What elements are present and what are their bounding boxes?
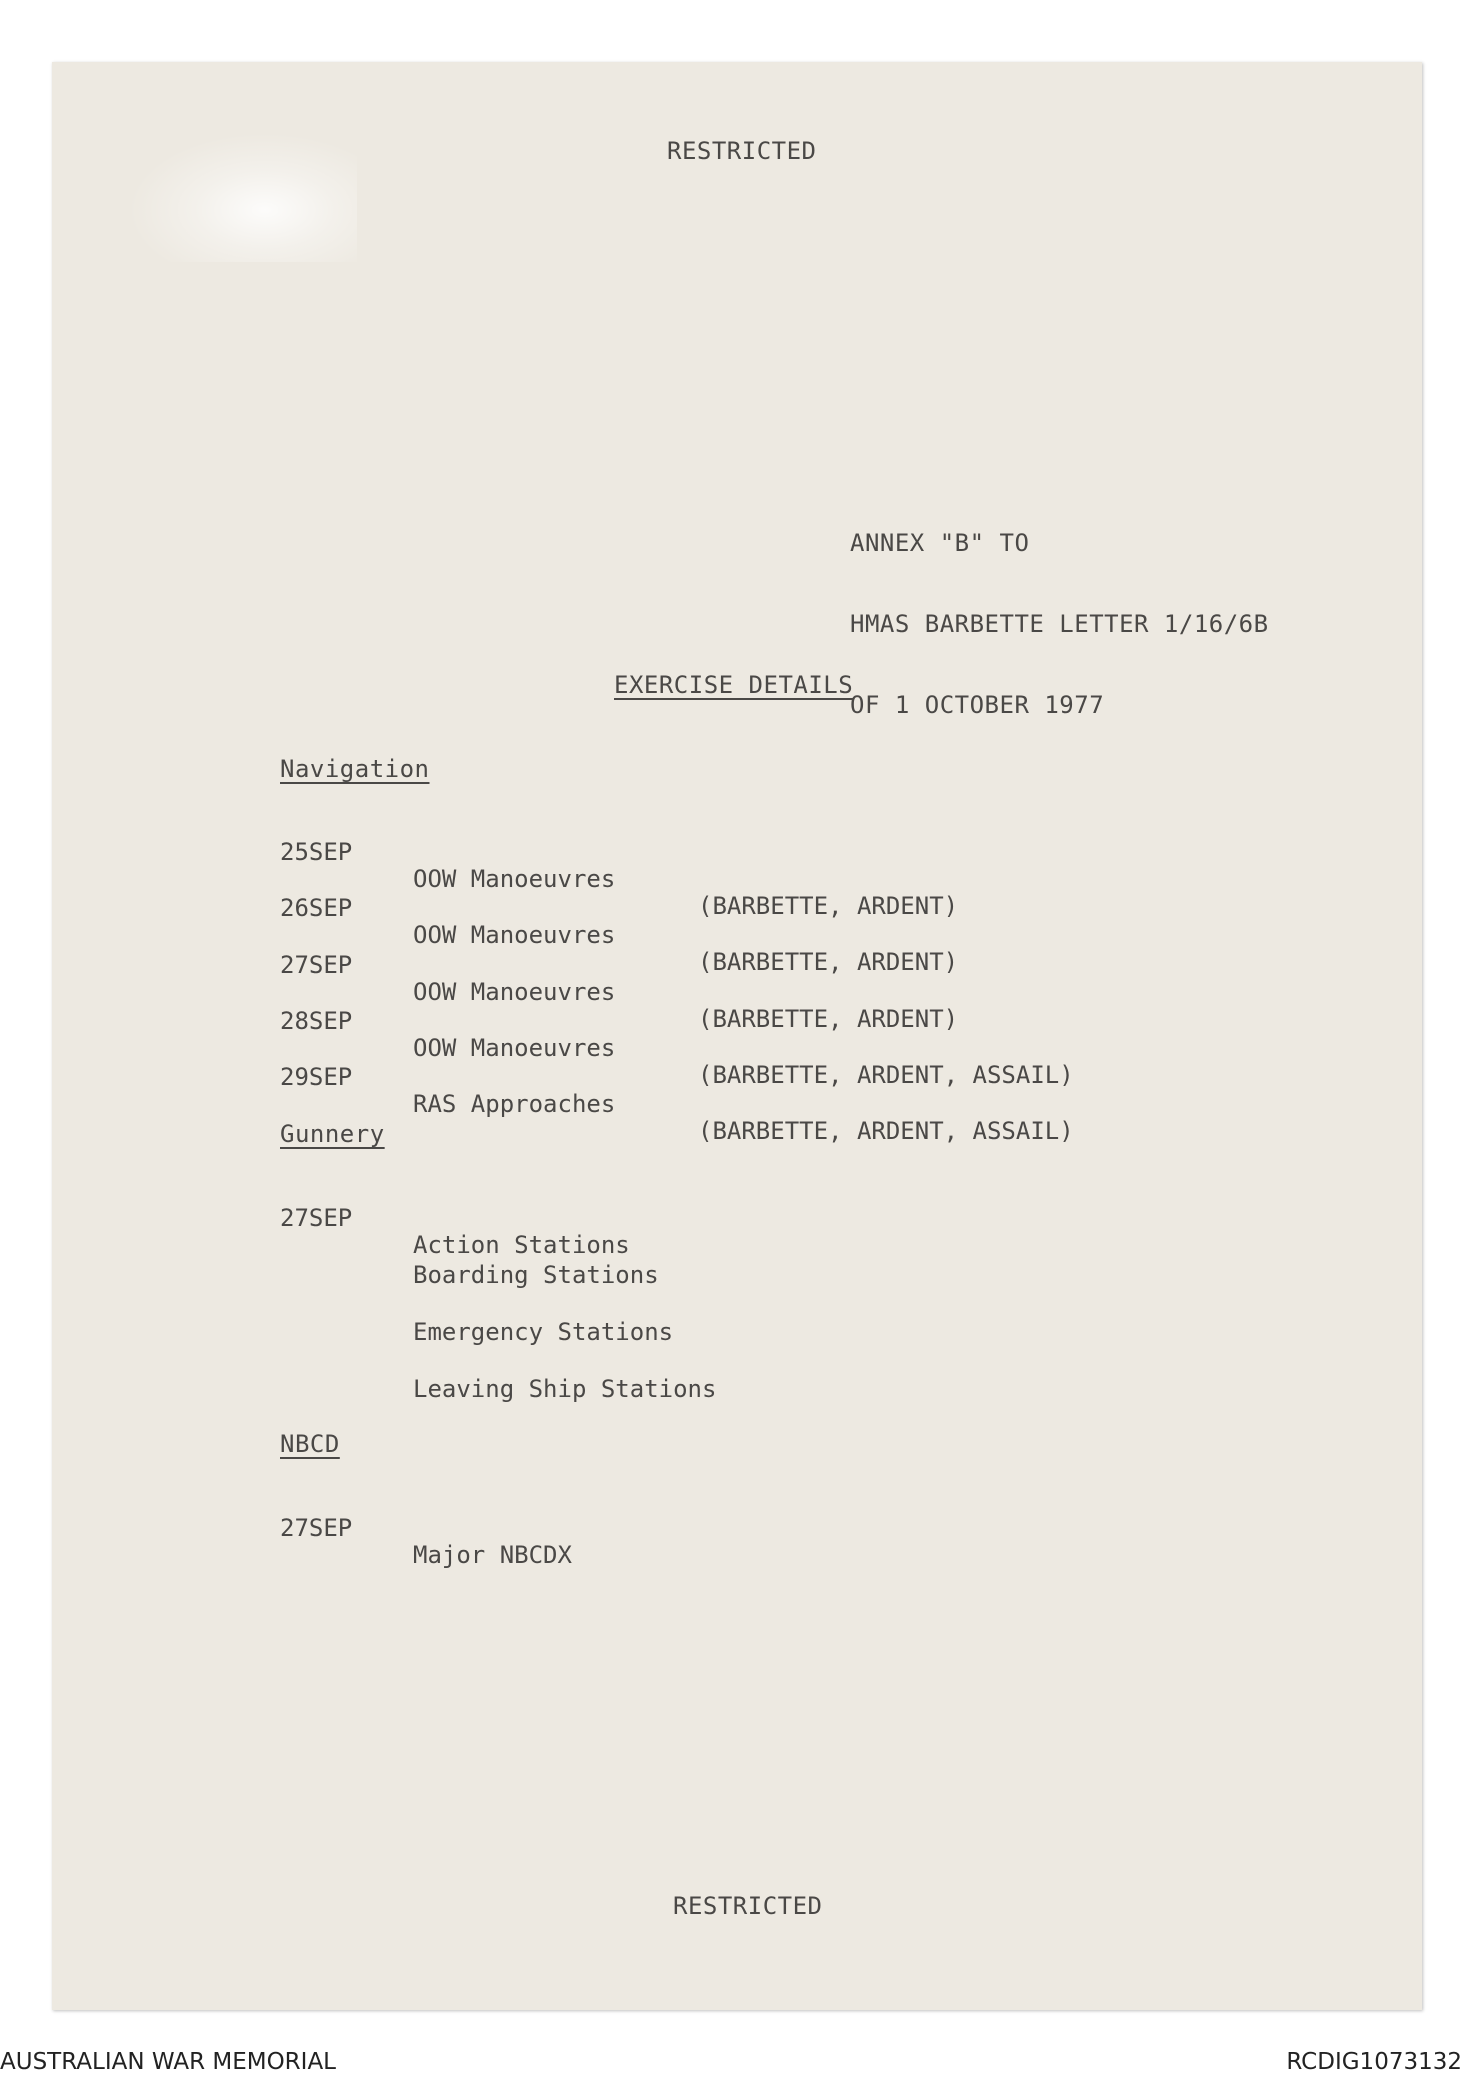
row-date: 26SEP — [280, 894, 353, 922]
gunnery-item: Boarding Stations — [413, 1261, 659, 1289]
row-activity: OOW Manoeuvres — [413, 978, 616, 1006]
document-page — [52, 62, 1422, 2010]
section-heading-nbcd: NBCD — [280, 1430, 340, 1458]
gunnery-item: Action Stations — [413, 1231, 630, 1259]
footer-record-id: RCDIG1073132 — [1286, 2049, 1462, 2075]
row-activity: OOW Manoeuvres — [413, 1034, 616, 1062]
row-activity: OOW Manoeuvres — [413, 921, 616, 949]
gunnery-item: Leaving Ship Stations — [413, 1375, 717, 1403]
row-date: 29SEP — [280, 1063, 353, 1091]
gunnery-date: 27SEP — [280, 1204, 353, 1232]
list-item — [280, 1292, 674, 1346]
list-item — [280, 1488, 572, 1569]
row-date: 25SEP — [280, 838, 353, 866]
classification-top: RESTRICTED — [667, 137, 817, 165]
annex-reference — [850, 476, 1269, 746]
annex-line-1: ANNEX "B" TO — [850, 529, 1030, 557]
classification-bottom: RESTRICTED — [673, 1892, 823, 1920]
section-heading-gunnery: Gunnery — [280, 1120, 385, 1148]
section-heading-navigation: Navigation — [280, 755, 430, 783]
row-activity: RAS Approaches — [413, 1090, 616, 1118]
row-ships: (BARBETTE, ARDENT) — [698, 892, 959, 920]
nbcd-date: 27SEP — [280, 1514, 353, 1542]
list-item — [280, 1349, 717, 1403]
document-title: EXERCISE DETAILS — [614, 671, 854, 699]
paper-smudge — [127, 132, 357, 262]
annex-line-3: OF 1 OCTOBER 1977 — [850, 691, 1105, 719]
gunnery-item: Emergency Stations — [413, 1318, 674, 1346]
row-activity: OOW Manoeuvres — [413, 865, 616, 893]
row-ships: (BARBETTE, ARDENT) — [698, 948, 959, 976]
row-ships: (BARBETTE, ARDENT, ASSAIL) — [698, 1061, 1074, 1089]
annex-line-2: HMAS BARBETTE LETTER 1/16/6B — [850, 610, 1269, 638]
row-ships: (BARBETTE, ARDENT, ASSAIL) — [698, 1117, 1074, 1145]
row-date: 27SEP — [280, 951, 353, 979]
row-date: 28SEP — [280, 1007, 353, 1035]
footer-archive-name: AUSTRALIAN WAR MEMORIAL — [0, 2049, 336, 2075]
row-ships: (BARBETTE, ARDENT) — [698, 1005, 959, 1033]
nbcd-activity: Major NBCDX — [413, 1541, 572, 1569]
